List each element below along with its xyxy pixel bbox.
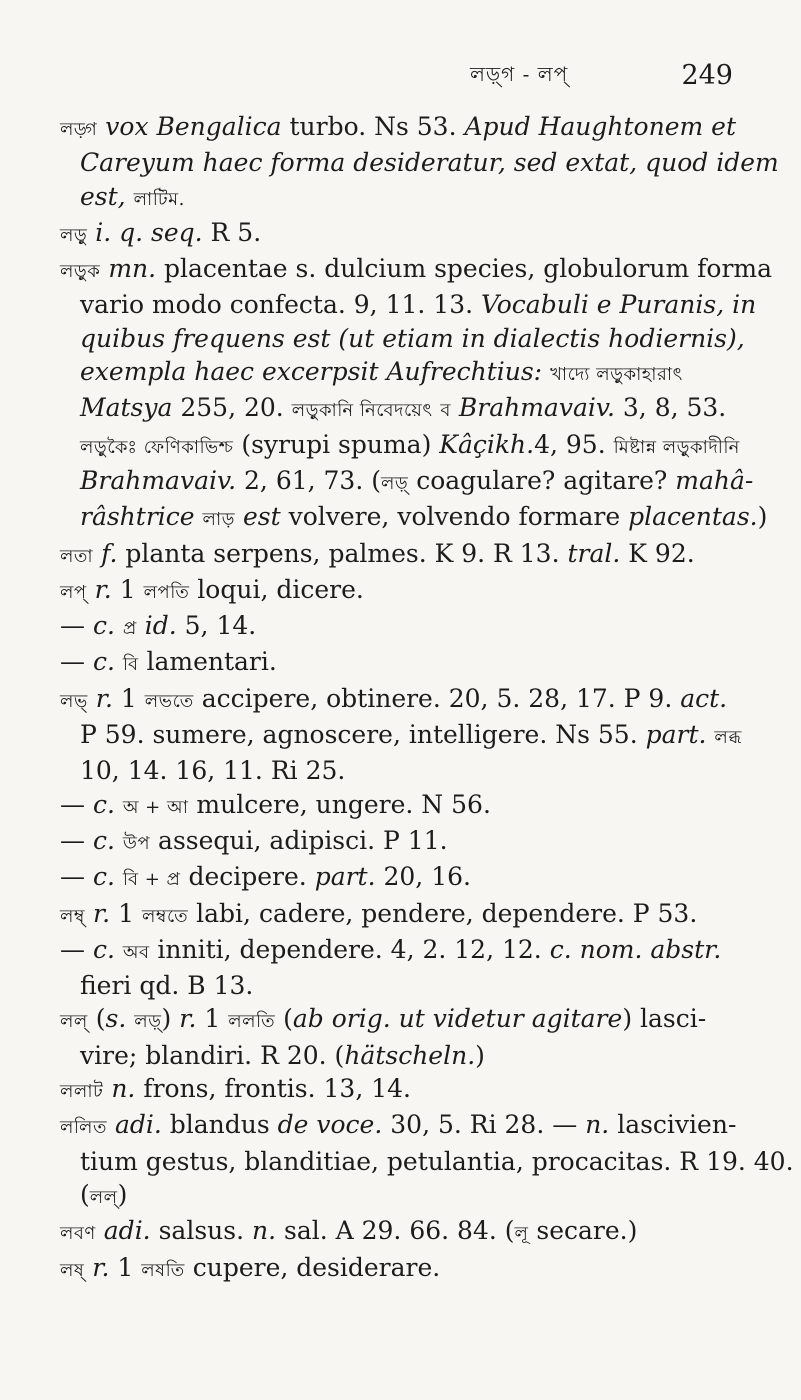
text-run [235,502,243,531]
italic-text: Brahmavaiv. [458,393,615,423]
text-line [60,1178,748,1214]
text-run: (syrupi spuma) [233,429,440,459]
text-run [88,684,96,713]
bengali-headword: অব [122,941,150,963]
italic-text: n. [111,1074,136,1104]
text-line [60,609,748,645]
text-run: — [60,647,93,677]
italic-text: part. [314,862,376,892]
text-run: ( [87,1004,106,1034]
italic-text: i. q. seq. [95,217,203,247]
bengali-headword: লড়ুকানি নিবেদয়েৎ [291,400,433,422]
italic-text: r. [179,1004,197,1034]
dictionary-body [60,110,794,1287]
text-run: volvere, volvendo formare [280,502,629,532]
text-run: cupere, desiderare. [184,1252,441,1282]
text-line [60,682,748,718]
text-run: R 5. [202,217,262,247]
text-run: loqui, dicere. [189,574,364,604]
text-run [96,1216,104,1245]
text-run: — [60,825,93,855]
text-run: salsus. [150,1216,252,1246]
text-line [60,824,748,860]
bengali-headword: লষ্ [60,1259,85,1281]
bengali-headword: লভ্ [60,690,88,712]
text-line [60,216,748,252]
bengali-headword: মিষ্টান্ন লড়ুকাদীনি [613,436,740,458]
text-run [107,1110,115,1139]
italic-text: est [242,502,281,532]
italic-text: est, [80,181,126,211]
text-line [60,754,748,787]
italic-text: adi. [103,1216,151,1246]
italic-text: c. [92,825,115,855]
text-run [115,647,123,676]
bengali-headword: লবণ [60,1223,96,1245]
italic-text: id. [144,611,177,641]
text-line [60,1072,748,1108]
text-line [60,897,748,933]
italic-text: de voce. [277,1110,383,1140]
text-line [60,391,748,427]
text-line [60,146,779,179]
italic-text: act. [680,683,728,713]
text-run: decipere. [180,862,315,892]
bengali-headword: লাড় [202,509,236,531]
text-run: inniti, dependere. 4, 2. 12, 12. [149,934,550,964]
text-line [60,288,757,321]
text-line [60,464,754,500]
text-line [60,1251,748,1287]
italic-text: n. [251,1216,277,1246]
text-run: labi, cadere, pendere, dependere. P 53. [188,898,698,928]
text-run [93,539,101,568]
text-run: 2, 61, 73. ( [236,465,381,495]
text-run: 1 [112,683,145,713]
text-run: lamentari. [138,647,277,677]
text-run: tium gestus, blanditiae, petulantia, procacitas. R 19. 40. [80,1146,794,1176]
italic-text: Brahmavaiv. [80,465,237,495]
text-line [60,788,748,824]
text-run: 1 [109,1252,142,1282]
text-run: ) lasci- [622,1004,707,1034]
text-line [60,1214,748,1250]
italic-text: c. [92,862,115,892]
text-run [115,862,123,891]
italic-text: placentas. [628,502,758,532]
italic-text: c. [92,934,115,964]
italic-text: r. [92,898,111,928]
text-run: 4, 95. [534,429,614,459]
text-run: assequi, adipisci. P 11. [150,825,448,855]
italic-text: quibus frequens est (ut etiam in dialectis hodiernis), [80,323,745,353]
bengali-headword: বি [122,654,139,676]
bengali-headword: লপ্ [60,581,87,603]
bengali-headword: খাদ্যে লড়ুকাহারাৎ [550,364,683,386]
text-run: 1 [110,898,142,928]
italic-text: Matsya [80,393,173,423]
text-run: turbo. Ns 53. [281,112,465,141]
running-head: লড়্‌গ - লপ্‌ [470,62,569,86]
italic-text: c. [92,647,115,677]
italic-text: s. [105,1004,127,1034]
text-run: 1 [196,1004,229,1034]
bengali-headword: প্র [122,618,137,640]
bengali-headword: লব্ধ [714,727,742,749]
text-line [60,645,748,681]
text-run [115,826,123,855]
text-line [60,969,748,1002]
text-run: blandus [161,1110,278,1140]
text-run: 10, 14. 16, 11. Ri 25. [80,756,346,786]
italic-text: c. nom. abstr. [549,934,722,964]
text-line [60,1002,748,1038]
bengali-headword: ললতি [228,1011,276,1033]
bengali-headword: ব [440,400,451,422]
text-line [60,718,748,754]
italic-text: Vocabuli e Puranis, in [481,290,757,320]
text-run [542,357,550,386]
bengali-headword: লড়্ [381,472,409,494]
bengali-headword: লল্ [60,1011,88,1033]
bengali-headword: অ + আ [122,796,189,818]
text-run: coagulare? agitare? [408,465,676,495]
italic-text: tral. [567,538,621,568]
text-run: 20, 16. [375,862,471,892]
text-line [60,1039,748,1072]
bengali-headword: লাটিম. [133,188,185,210]
text-run: ( [80,1179,90,1209]
text-line [60,110,748,146]
italic-text: vox Bengalica [105,112,282,141]
text-run [137,611,145,640]
italic-text: n. [585,1110,610,1140]
text-run: P 59. sumere, agnoscere, intelligere. Ns 55. [80,720,646,750]
text-run: planta serpens, palmes. K 9. R 13. [117,538,568,568]
text-run: 30, 5. Ri 28. — [382,1110,586,1140]
text-run: vire; blandiri. R 20. ( [80,1040,345,1070]
italic-text: Kâçikh. [439,429,535,459]
page-number: 249 [681,60,733,91]
text-line [60,537,748,573]
text-run: mulcere, ungere. N 56. [188,789,491,819]
page-header [470,60,733,90]
bengali-headword: লতা [60,545,94,567]
italic-text: adi. [114,1110,162,1140]
text-run [195,502,203,531]
text-run: accipere, obtinere. 20, 5. 28, 17. P 9. [193,683,681,713]
text-run: placentae s. dulcium species, globulorum forma [156,254,773,284]
bengali-headword: লড়্গ [60,119,98,140]
text-run: — [60,862,93,892]
text-run: fieri qd. B 13. [80,971,254,1001]
text-line [60,322,748,355]
italic-text: f. [101,538,118,568]
italic-text: r. [95,683,113,713]
text-run: — [60,789,93,819]
text-run: frons, frontis. 13, 14. [135,1074,411,1104]
italic-text: mahâ- [675,465,754,495]
bengali-headword: উপ [122,832,151,854]
text-run: ) [475,1040,485,1070]
text-run: 255, 20. [172,393,292,423]
text-run: secare.) [528,1216,638,1246]
text-line [60,860,748,896]
text-run: ) [757,502,768,532]
text-run [115,790,123,819]
text-run: sal. A 29. 66. 84. ( [276,1216,515,1246]
bengali-headword: লম্ব্ [60,905,86,927]
italic-text: ab orig. ut videtur agitare [292,1004,623,1034]
bengali-headword: লড়্ [134,1011,162,1033]
text-run [85,899,93,928]
italic-text: mn. [108,254,157,284]
italic-text: c. [92,611,115,641]
text-line [60,573,748,609]
italic-text: r. [92,1252,110,1282]
text-run [451,393,459,422]
italic-text: exempla haec excerpsit Aufrechtius: [80,357,543,387]
text-run: ( [275,1004,293,1034]
text-run: — [60,611,93,641]
text-line [60,1145,794,1178]
bengali-headword: ললিত [60,1117,107,1139]
bengali-headword: লল্ [89,1186,118,1208]
text-run: ) [117,1179,128,1209]
text-run: — [60,934,93,964]
bengali-headword: বি + প্র [122,869,181,891]
bengali-headword: লড়ুকৈঃ ফেণিকাভিশ্চ [80,436,234,458]
italic-text: Careyum haec forma desideratur, sed extat, quod idem [80,148,779,178]
text-line [60,1108,748,1144]
text-run: K 92. [620,538,695,568]
text-run: vario modo confecta. 9, 11. 13. [80,290,481,320]
text-line [60,933,748,969]
italic-text: Apud Haughtonem et [464,112,736,141]
text-run [126,182,134,211]
text-line [60,500,768,536]
bengali-headword: লড়ুক [60,261,101,283]
text-run: 5, 14. [176,611,257,641]
text-line [60,180,748,216]
text-line [60,252,773,288]
bengali-headword: লূ [514,1223,529,1245]
text-run [115,935,123,964]
text-run: 3, 8, 53. [614,393,727,423]
bengali-headword: লভতে [144,690,194,712]
text-run: 1 [111,574,144,604]
text-run [115,611,123,640]
bengali-headword: লড়ু [60,224,88,246]
italic-text: part. [645,720,707,750]
text-run: ) [161,1004,180,1034]
italic-text: râshtrice [80,502,195,532]
text-line [60,428,748,464]
bengali-headword: ললাট [60,1081,104,1103]
bengali-headword: লষতি [141,1259,185,1281]
bengali-headword: লম্বতে [141,905,189,927]
italic-text: c. [92,789,115,819]
text-run: lascivien- [609,1110,737,1140]
italic-text: hätscheln. [344,1040,476,1070]
italic-text: r. [94,574,112,604]
bengali-headword: লপতি [143,581,190,603]
text-run [87,575,95,604]
text-line [60,355,748,391]
